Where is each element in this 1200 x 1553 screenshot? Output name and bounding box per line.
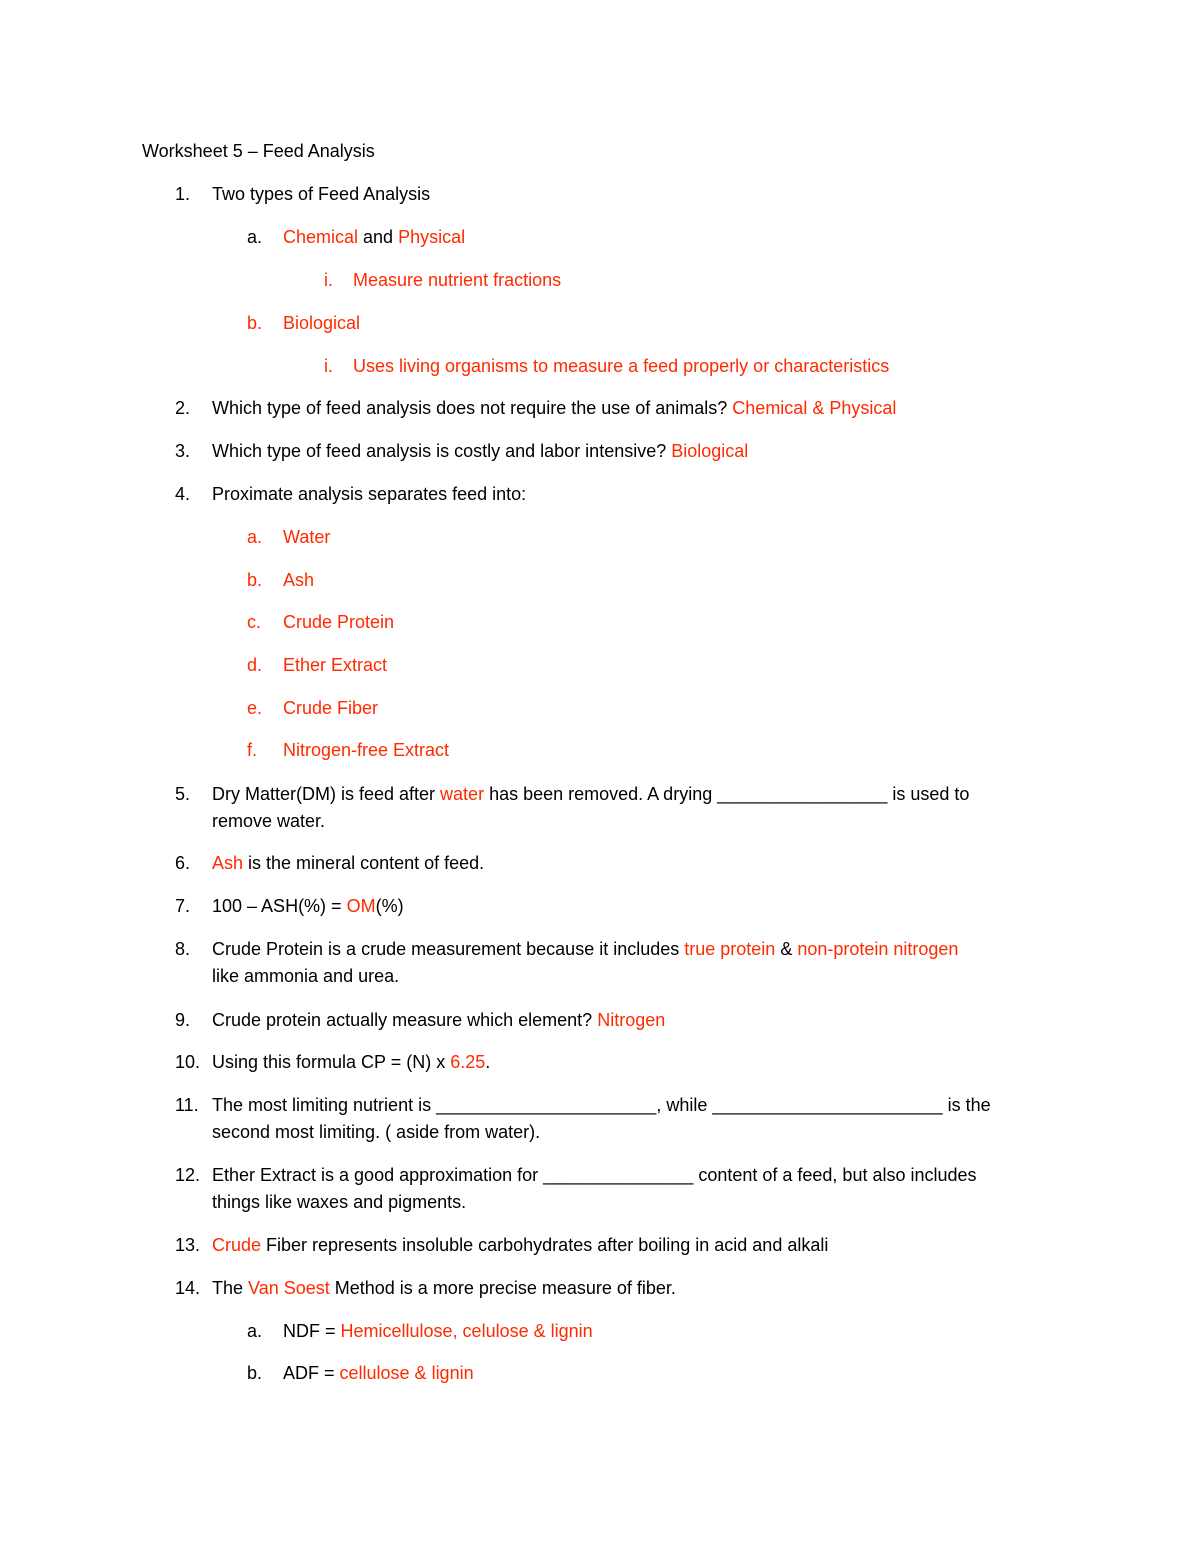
q1-a-i-answer: Measure nutrient fractions <box>353 270 562 290</box>
q14-a-text: NDF = <box>283 1321 341 1341</box>
q4-item-crude-protein: Crude Protein <box>283 612 395 632</box>
q3-text: Which type of feed analysis is costly and labor intensive? <box>212 441 672 461</box>
page-title: Worksheet 5 – Feed Analysis <box>142 141 375 161</box>
q12-number: 12. <box>175 1165 201 1185</box>
q7-line <box>212 893 404 919</box>
q9-line <box>212 1007 665 1033</box>
q9-answer: Nitrogen <box>597 1010 666 1030</box>
q1-b-i-answer: Uses living organisms to measure a feed properly or characteristics <box>353 356 890 376</box>
q10-line <box>212 1049 490 1075</box>
q2-number: 2. <box>175 398 191 418</box>
q14-a-line <box>283 1318 593 1344</box>
q8-line1 <box>212 936 958 962</box>
q6-line <box>212 850 484 876</box>
q5-text1: Dry Matter(DM) is feed after <box>212 784 441 804</box>
q11-number: 11. <box>175 1095 199 1115</box>
q1-b-label: b. <box>247 313 263 333</box>
q8-text2: & <box>775 939 798 959</box>
q1-b-i-label: i. <box>324 356 333 376</box>
q1-text: Two types of Feed Analysis <box>212 184 431 204</box>
q4-item-label: e. <box>247 698 263 718</box>
q14-text1: The <box>212 1278 249 1298</box>
q5-text2: has been removed. A drying _________________ is used to <box>484 784 970 804</box>
q14-a-answer: Hemicellulose, celulose & lignin <box>340 1321 593 1341</box>
q5-line2: remove water. <box>212 811 326 831</box>
q9-text: Crude protein actually measure which element? <box>212 1010 598 1030</box>
q7-text1: 100 – ASH(%) = <box>212 896 347 916</box>
q4-text: Proximate analysis separates feed into: <box>212 484 527 504</box>
q3-answer: Biological <box>671 441 749 461</box>
q1-a-answer <box>283 224 465 250</box>
q4-number: 4. <box>175 484 191 504</box>
q14-number: 14. <box>175 1278 201 1298</box>
q8-answer2: non-protein nitrogen <box>797 939 959 959</box>
q10-text1: Using this formula CP = (N) x <box>212 1052 451 1072</box>
q11-line1: The most limiting nutrient is ______________________, while _______________________ is the <box>212 1095 991 1115</box>
q4-item-label: f. <box>247 740 258 760</box>
q1-a-label: a. <box>247 227 263 247</box>
q8-number: 8. <box>175 939 191 959</box>
q1-number: 1. <box>175 184 191 204</box>
q11-line2: second most limiting. ( aside from water). <box>212 1122 541 1142</box>
q1-a-i-label: i. <box>324 270 333 290</box>
q14-b-line <box>283 1360 474 1386</box>
q14-answer: Van Soest <box>248 1278 330 1298</box>
q4-item-crude-fiber: Crude Fiber <box>283 698 379 718</box>
q9-number: 9. <box>175 1010 191 1030</box>
and-text: and <box>358 227 399 247</box>
q4-item-label: d. <box>247 655 263 675</box>
q4-item-label: a. <box>247 527 263 547</box>
q14-a-label: a. <box>247 1321 263 1341</box>
q4-item-water: Water <box>283 527 331 547</box>
q6-number: 6. <box>175 853 191 873</box>
q14-b-text: ADF = <box>283 1363 340 1383</box>
q3-number: 3. <box>175 441 191 461</box>
q5-number: 5. <box>175 784 191 804</box>
q4-item-ether-extract: Ether Extract <box>283 655 388 675</box>
q13-line <box>212 1232 828 1258</box>
q6-answer: Ash <box>212 853 244 873</box>
q7-answer: OM <box>346 896 376 916</box>
q10-number: 10. <box>175 1052 201 1072</box>
q2-line <box>212 395 896 421</box>
q13-number: 13. <box>175 1235 201 1255</box>
q12-line2: things like waxes and pigments. <box>212 1192 467 1212</box>
q3-line <box>212 438 748 464</box>
q2-answer: Chemical & Physical <box>732 398 897 418</box>
q12-line1: Ether Extract is a good approximation for _______________ content of a feed, but also includes <box>212 1165 977 1185</box>
q8-answer1: true protein <box>684 939 776 959</box>
q8-text1: Crude Protein is a crude measurement because it includes <box>212 939 685 959</box>
q14-line <box>212 1275 676 1301</box>
q13-answer: Crude <box>212 1235 262 1255</box>
q13-text: Fiber represents insoluble carbohydrates after boiling in acid and alkali <box>261 1235 829 1255</box>
q7-text2: (%) <box>375 896 404 916</box>
q10-text2: . <box>485 1052 491 1072</box>
q14-b-answer: cellulose & lignin <box>339 1363 474 1383</box>
answer-chemical: Chemical <box>283 227 359 247</box>
q7-number: 7. <box>175 896 191 916</box>
q4-item-label: b. <box>247 570 263 590</box>
q4-item-label: c. <box>247 612 262 632</box>
q10-answer: 6.25 <box>450 1052 486 1072</box>
q8-line2: like ammonia and urea. <box>212 966 400 986</box>
q4-item-ash: Ash <box>283 570 315 590</box>
q4-item-nfe: Nitrogen-free Extract <box>283 740 450 760</box>
q1-b-answer: Biological <box>283 313 361 333</box>
q6-text: is the mineral content of feed. <box>243 853 485 873</box>
q14-b-label: b. <box>247 1363 263 1383</box>
q2-text: Which type of feed analysis does not require the use of animals? <box>212 398 733 418</box>
q14-text2: Method is a more precise measure of fiber. <box>329 1278 676 1298</box>
q5-line1 <box>212 781 969 807</box>
answer-physical: Physical <box>398 227 466 247</box>
q5-answer: water <box>440 784 485 804</box>
